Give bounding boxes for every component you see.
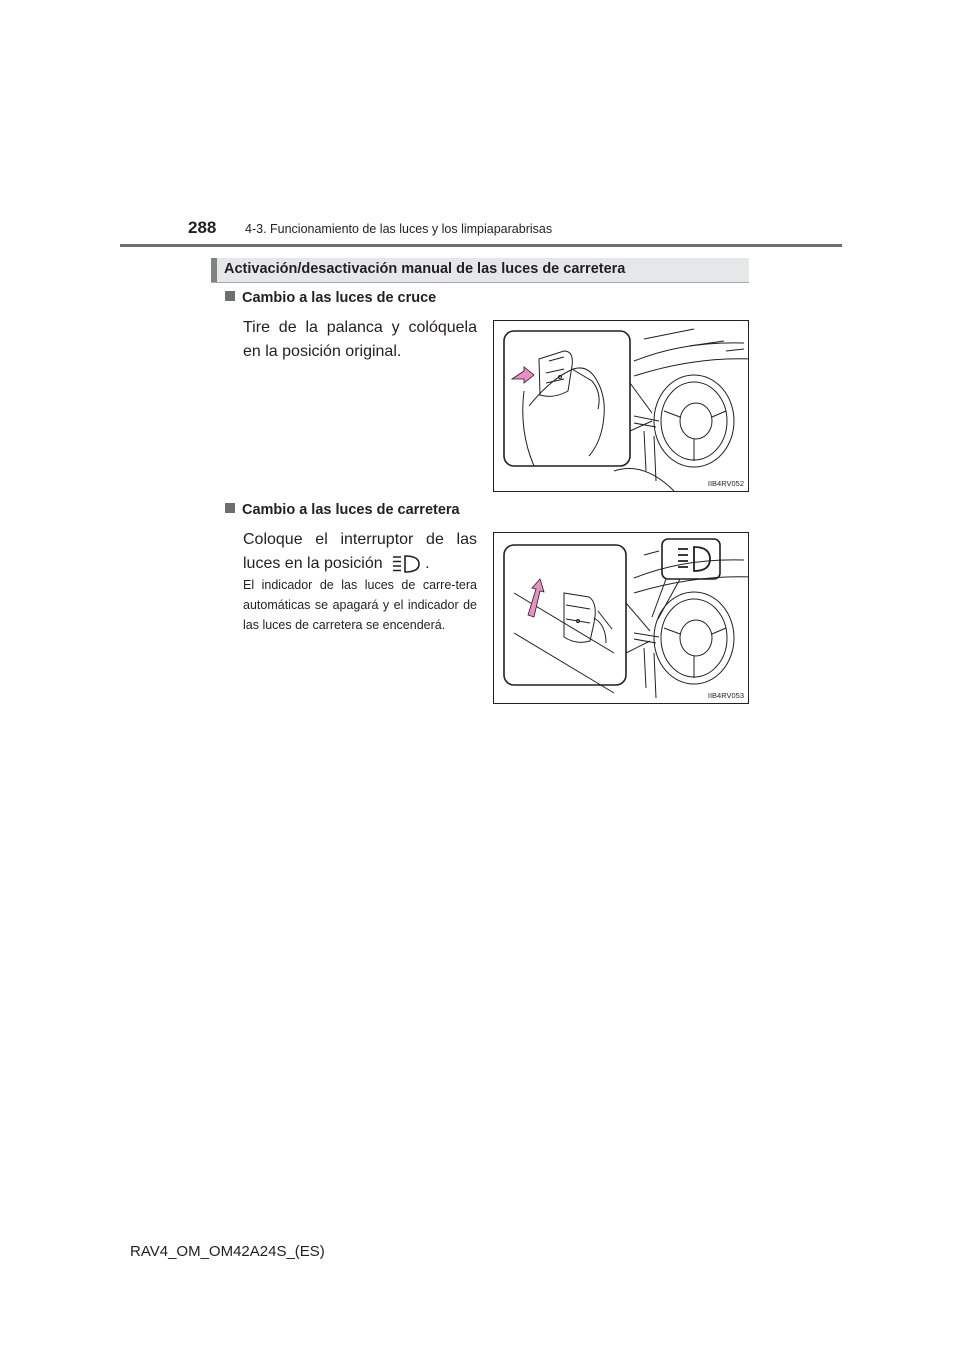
figure-low-beam (493, 320, 749, 492)
figure-code: IIB4RV052 (707, 479, 744, 488)
lever-push-illustration (494, 533, 749, 704)
arrow-icon (528, 579, 544, 617)
item-heading-text: Cambio a las luces de cruce (242, 290, 437, 306)
footer-doc-code: RAV4_OM_OM42A24S_(ES) (130, 1243, 325, 1260)
arrow-icon (512, 367, 534, 383)
high-beam-icon (678, 547, 710, 571)
square-bullet-icon (225, 291, 235, 301)
steering-wheel-icon (654, 375, 734, 467)
figure-code: IIB4RV053 (707, 691, 744, 700)
item-note-high-beam: El indicador de las luces de carre-tera automáticas se apagará y el indicador de las luces de carretera se encenderá. (243, 578, 477, 632)
item-heading-low-beam (225, 290, 436, 306)
chapter-title: 4-3. Funcionamiento de las luces y los limpiaparabrisas (245, 222, 553, 236)
square-bullet-icon (225, 503, 235, 513)
item-body-low-beam: Tire de la palanca y colóquela en la posición original. (243, 319, 477, 360)
item-heading-text: Cambio a las luces de carretera (242, 502, 460, 518)
lever-pull-illustration (494, 321, 749, 492)
steering-wheel-icon (654, 592, 734, 684)
body-text-after-icon: . (425, 555, 430, 572)
section-heading (211, 258, 749, 283)
section-title: Activación/desactivación manual de las luces de carretera (224, 261, 626, 277)
body-text-before-icon: Coloque el interruptor de las luces en la posición (243, 531, 477, 572)
figure-high-beam (493, 532, 749, 704)
page-number: 288 (188, 218, 217, 237)
item-body-high-beam (243, 528, 477, 582)
header-rule (120, 244, 842, 247)
section-marker (211, 258, 217, 282)
item-heading-high-beam (225, 502, 460, 518)
